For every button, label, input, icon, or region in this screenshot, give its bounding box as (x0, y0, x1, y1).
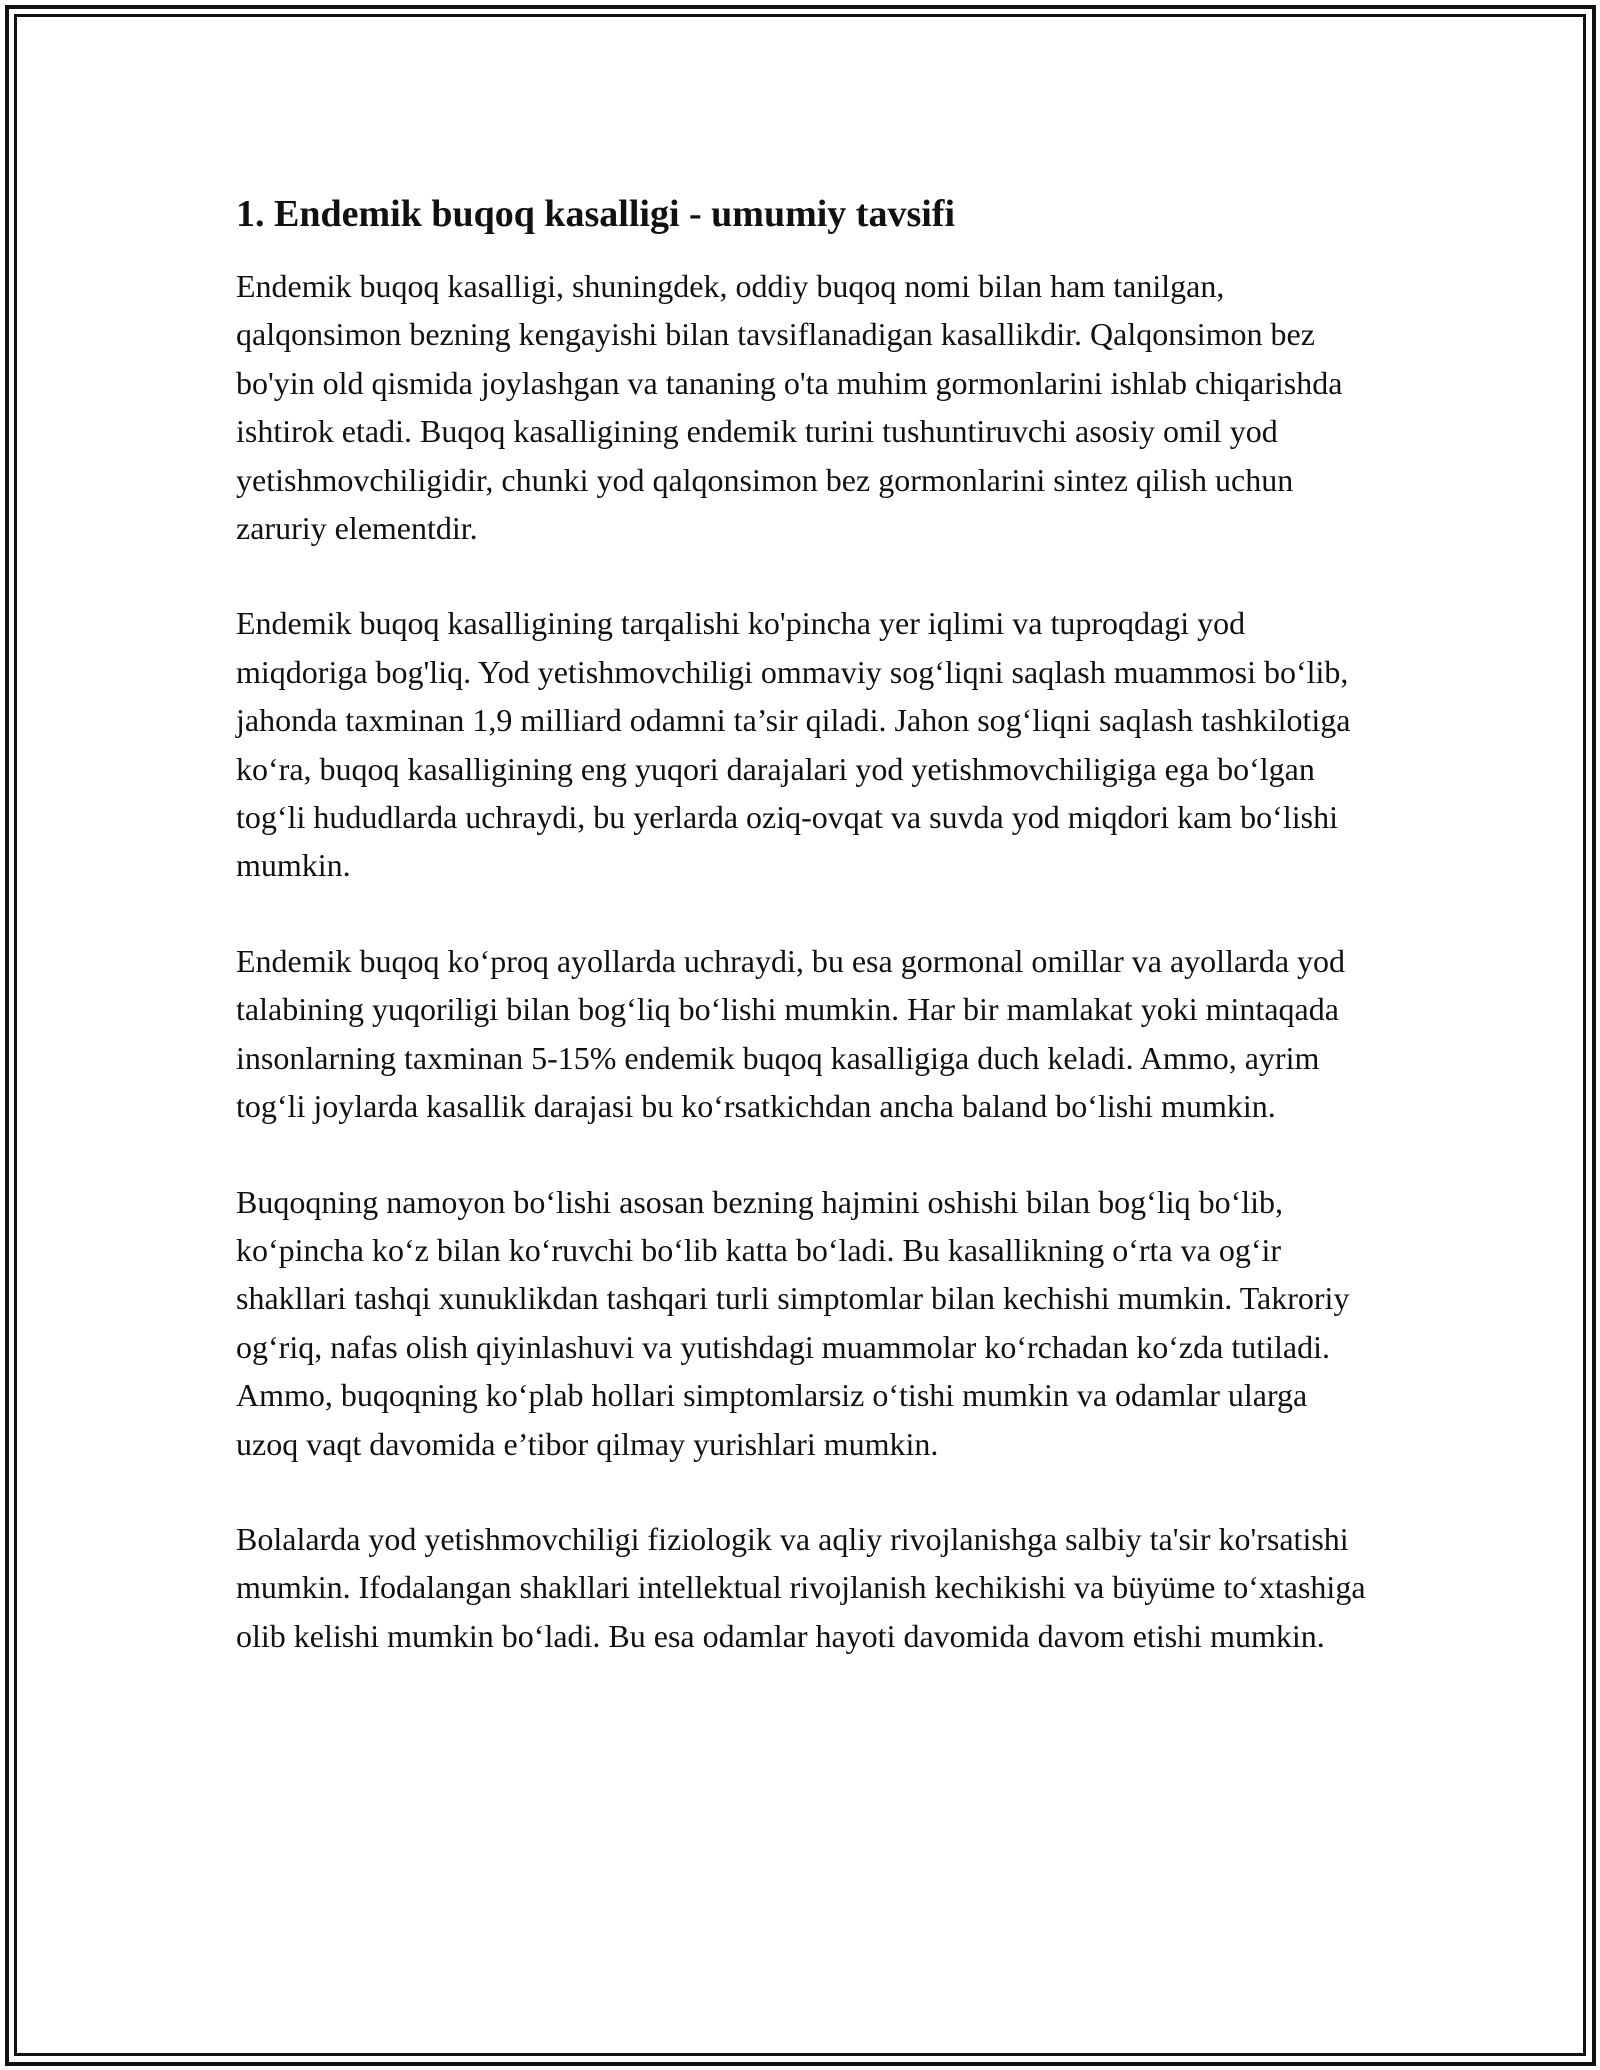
paragraph-4: Buqoqning namoyon bo‘lishi asosan bezning hajmini oshishi bilan bog‘liq bo‘lib, ko‘pincha ko‘z bilan ko‘ruvchi bo‘lib katta bo‘ladi. Bu kasallikning o‘rta va og‘ir shakllari tashqi xunuklikdan tashqari turli simptomlar bilan kechishi mumkin. Takroriy og‘riq, nafas olish qiyinlashuvi va yutishdagi muammolar ko‘rchadan ko‘zda tutiladi. Ammo, buqoqning ko‘plab hollari simptomlarsiz o‘tishi mumkin va odamlar ularga uzoq vaqt davomida e’tibor qilmay yurishlari mumkin. (236, 1183, 1350, 1462)
paragraph-3: Endemik buqoq ko‘proq ayollarda uchraydi, bu esa gormonal omillar va ayollarda yod talabining yuqoriligi bilan bog‘liq bo‘lishi mumkin. Har bir mamlakat yoki mintaqada insonlarning taxminan 5-15% endemik buqoq kasalligiga duch keladi. Ammo, ayrim tog‘li joylarda kasallik darajasi bu ko‘rsatkichdan ancha baland bo‘lishi mumkin. (236, 942, 1346, 1125)
document-body (236, 186, 1376, 1707)
section-heading: 1. Endemik buqoq kasalligi - umumiy tavsifi (236, 193, 956, 235)
paragraph-5: Bolalarda yod yetishmovchiligi fiziologik va aqliy rivojlanishga salbiy ta'sir ko'rsatishi mumkin. Ifodalangan shakllari intellektual rivojlanish kechikishi va büyüme to‘xtashiga olib kelishi mumkin bo‘ladi. Bu esa odamlar hayoti davomida davom etishi mumkin. (236, 1520, 1366, 1654)
paragraph-2: Endemik buqoq kasalligining tarqalishi ko'pincha yer iqlimi va tuproqdagi yod miqdoriga bog'liq. Yod yetishmovchiligi ommaviy sog‘liqni saqlash muammosi bo‘lib, jahonda taxminan 1,9 milliard odamni ta’sir qiladi. Jahon sog‘liqni saqlash tashkilotiga ko‘ra, buqoq kasalligining eng yuqori darajalari yod yetishmovchiligiga ega bo‘lgan tog‘li hududlarda uchraydi, bu yerlarda oziq-ovqat va suvda yod miqdori kam bo‘lishi mumkin. (236, 605, 1351, 884)
paragraph-1: Endemik buqoq kasalligi, shuningdek, oddiy buqoq nomi bilan ham tanilgan, qalqonsimon bezning kengayishi bilan tavsiflanadigan kasallikdir. Qalqonsimon bez bo'yin old qismida joylashgan va tananing o'ta muhim gormonlarini ishlab chiqarishda ishtirok etadi. Buqoq kasalligining endemik turini tushuntiruvchi asosiy omil yod yetishmovchiligidir, chunki yod qalqonsimon bez gormonlarini sintez qilish uchun zaruriy elementdir. (236, 268, 1343, 547)
